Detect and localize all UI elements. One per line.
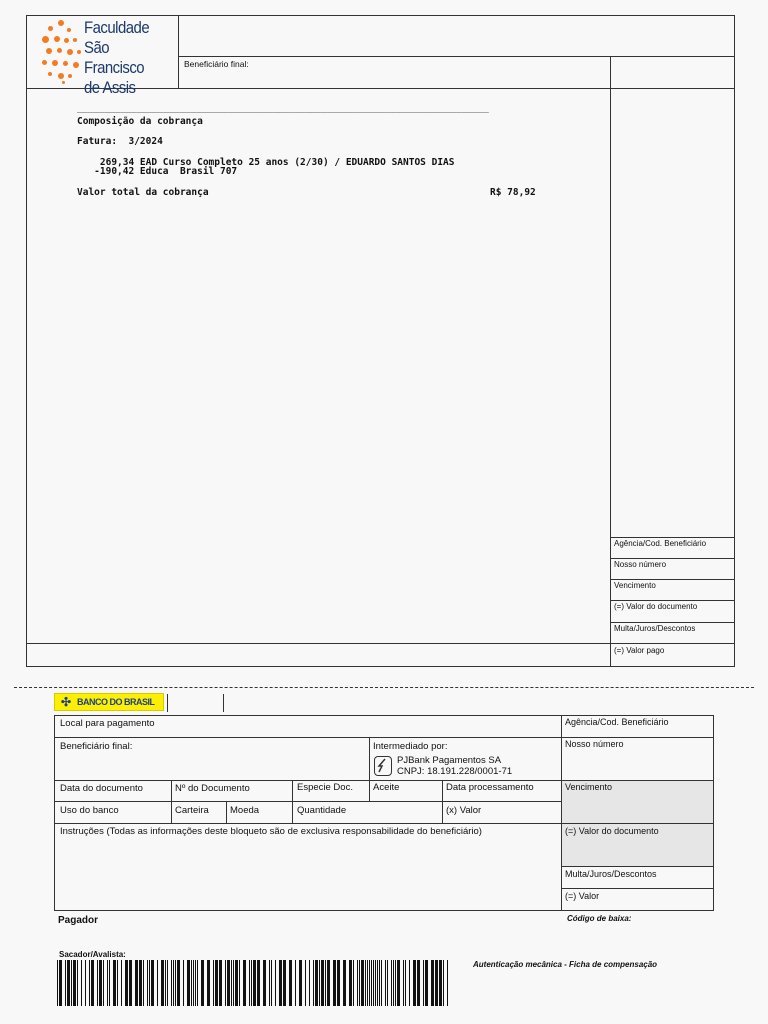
total-label: Valor total da cobrança: [77, 187, 209, 198]
barcode-bar: [431, 960, 434, 1006]
barcode-bar: [253, 960, 256, 1006]
barcode-bar: [371, 960, 372, 1006]
barcode-bar: [279, 960, 282, 1006]
vencimento-label: Vencimento: [565, 782, 613, 792]
aceite-label: Aceite: [373, 782, 400, 793]
barcode-bar: [443, 960, 444, 1006]
barcode-bar: [349, 960, 352, 1006]
cut-line: [14, 687, 754, 688]
barcode-bar: [97, 960, 98, 1006]
barcode-bar: [151, 960, 154, 1006]
barcode-bar: [269, 960, 270, 1006]
barcode-bar: [263, 960, 266, 1006]
barcode-bar: [125, 960, 128, 1006]
bank-code-divider-1: [167, 694, 168, 712]
barcode-bar: [225, 960, 226, 1006]
barcode-bar: [109, 960, 110, 1006]
side-nosso-numero: Nosso número: [614, 560, 667, 569]
barcode-bar: [447, 960, 448, 1006]
barcode-bar: [147, 960, 148, 1006]
side-valor-pago: (=) Valor pago: [614, 646, 665, 655]
barcode-bar: [423, 960, 424, 1006]
barcode-bar: [89, 960, 90, 1006]
barcode-bar: [173, 960, 174, 1006]
barcode-bar: [201, 960, 204, 1006]
barcode-bar: [359, 960, 360, 1006]
barcode-bar: [403, 960, 404, 1006]
barcode-bar: [315, 960, 318, 1006]
multa-label: Multa/Juros/Descontos: [565, 869, 657, 879]
barcode-bar: [207, 960, 210, 1006]
intermediario-nome: PJBank Pagamentos SA: [397, 755, 502, 766]
barcode-bar: [375, 960, 376, 1006]
beneficiario-final-label-slip: Beneficiário final:: [60, 741, 133, 752]
barcode-bar: [183, 960, 184, 1006]
logo-line-2: São Francisco: [84, 38, 145, 77]
barcode-bar: [393, 960, 394, 1006]
logo-line-3: de Assis: [84, 78, 136, 97]
barcode-bar: [321, 960, 324, 1006]
barcode-bar: [387, 960, 388, 1006]
barcode-bar: [227, 960, 230, 1006]
barcode-bar: [149, 960, 150, 1006]
barcode-bar: [395, 960, 396, 1006]
fatura-line: Fatura: 3/2024: [77, 136, 163, 147]
data-documento-label: Data do documento: [60, 783, 143, 794]
barcode-bar: [305, 960, 306, 1006]
beneficiario-final-label: Beneficiário final:: [184, 59, 249, 69]
intermediario-cnpj: CNPJ: 18.191.228/0001-71: [397, 766, 513, 777]
barcode-bar: [239, 960, 240, 1006]
carteira-label: Carteira: [175, 805, 209, 816]
barcode-bar: [417, 960, 420, 1006]
barcode-bar: [177, 960, 180, 1006]
barcode-bar: [91, 960, 94, 1006]
barcode-bar: [343, 960, 346, 1006]
barcode-bar: [369, 960, 370, 1006]
barcode-bar: [295, 960, 296, 1006]
side-multa: Multa/Juros/Descontos: [614, 624, 696, 633]
quantidade-label: Quantidade: [297, 805, 347, 816]
barcode-bar: [367, 960, 368, 1006]
barcode-bar: [413, 960, 416, 1006]
right-column-divider: [610, 56, 611, 667]
barcode-bar: [113, 960, 116, 1006]
barcode-bar: [271, 960, 272, 1006]
barcode-bar: [249, 960, 250, 1006]
codigo-baixa-label: Código de baixa:: [567, 914, 632, 923]
logo-text: [84, 18, 165, 98]
faculdade-logo: [40, 18, 176, 97]
barcode-bar: [231, 960, 232, 1006]
data-processamento-label: Data processamento: [446, 782, 534, 793]
barcode-bar: [167, 960, 168, 1006]
barcode-bar: [197, 960, 198, 1006]
barcode-bar: [377, 960, 378, 1006]
side-valor-documento: (=) Valor do documento: [614, 602, 698, 611]
barcode-bar: [71, 960, 72, 1006]
barcode-bar: [57, 960, 58, 1006]
barcode-bar: [385, 960, 386, 1006]
barcode-bar: [193, 960, 194, 1006]
barcode-bar: [309, 960, 310, 1006]
logo-line-1: Faculdade: [84, 18, 150, 37]
x-valor-label: (x) Valor: [446, 805, 482, 816]
barcode-bar: [337, 960, 340, 1006]
charge-item-2: -190,42 Educa Brasil 707: [77, 166, 238, 177]
barcode-bar: [391, 960, 392, 1006]
total-value: R$ 78,92: [490, 187, 536, 198]
barcode-bar: [379, 960, 380, 1006]
barcode-bar: [251, 960, 252, 1006]
barcode-bar: [171, 960, 172, 1006]
barcode-bar: [195, 960, 196, 1006]
barcode-bar: [81, 960, 82, 1006]
barcode-bar: [409, 960, 410, 1006]
barcode-bar: [327, 960, 330, 1006]
barcode-bar: [283, 960, 286, 1006]
uso-banco-label: Uso do banco: [60, 805, 119, 816]
autenticacao-label: Autenticação mecânica - Ficha de compensação: [473, 960, 658, 969]
barcode: [57, 960, 449, 1006]
sacador-label: Sacador/Avalista:: [59, 950, 126, 959]
barcode-bar: [191, 960, 192, 1006]
barcode-bar: [365, 960, 366, 1006]
valor-documento-label: (=) Valor do documento: [565, 826, 659, 836]
barcode-bar: [161, 960, 164, 1006]
logo-divider: [178, 15, 179, 89]
barcode-bar: [425, 960, 428, 1006]
barcode-bar: [165, 960, 166, 1006]
bank-symbol-icon: ✣: [61, 695, 72, 709]
agencia-label: Agência/Cod. Beneficiário: [565, 717, 669, 727]
barcode-bar: [333, 960, 336, 1006]
charge-item-1: 269,34 EAD Curso Completo 25 anos (2/30) / EDUARDO SANTOS DIAS: [77, 157, 455, 168]
barcode-bar: [121, 960, 122, 1006]
side-agencia: Agência/Cod. Beneficiário: [614, 539, 707, 548]
barcode-bar: [129, 960, 132, 1006]
barcode-bar: [381, 960, 382, 1006]
barcode-bar: [439, 960, 442, 1006]
composicao-title: Composição da cobrança: [77, 116, 203, 127]
barcode-bar: [289, 960, 292, 1006]
bank-code-divider-2: [223, 694, 224, 712]
footer-line: [26, 643, 735, 644]
local-pagamento-label: Local para pagamento: [60, 718, 155, 729]
barcode-bar: [435, 960, 438, 1006]
barcode-bar: [373, 960, 374, 1006]
barcode-bar: [353, 960, 354, 1006]
barcode-bar: [319, 960, 320, 1006]
barcode-bar: [103, 960, 104, 1006]
barcode-bar: [73, 960, 76, 1006]
barcode-bar: [135, 960, 138, 1006]
barcode-bar: [275, 960, 276, 1006]
barcode-bar: [59, 960, 62, 1006]
pagador-label: Pagador: [58, 915, 99, 926]
barcode-bar: [235, 960, 238, 1006]
nosso-numero-label: Nosso número: [565, 739, 624, 749]
barcode-bar: [313, 960, 314, 1006]
barcode-bar: [299, 960, 302, 1006]
barcode-bar: [139, 960, 142, 1006]
barcode-bar: [157, 960, 158, 1006]
composicao-rule: ____________________________________________________________________________: [77, 104, 489, 114]
barcode-bar: [219, 960, 222, 1006]
barcode-bar: [325, 960, 326, 1006]
barcode-bar: [213, 960, 214, 1006]
especie-doc-label: Especie Doc.: [297, 782, 353, 793]
barcode-bar: [405, 960, 406, 1006]
bank-logo: [54, 693, 164, 711]
pjbank-icon: [374, 756, 392, 776]
barcode-bar: [107, 960, 108, 1006]
barcode-bar: [99, 960, 102, 1006]
moeda-label: Moeda: [230, 805, 260, 816]
logo-dots-icon: [40, 18, 84, 86]
numero-documento-label: Nº do Documento: [175, 783, 250, 794]
bank-name: BANCO DO BRASIL: [77, 697, 155, 707]
barcode-bar: [65, 960, 66, 1006]
instrucoes-label: Instruções (Todas as informações deste bloqueto são de exclusiva responsabilidade do beneficiário): [60, 826, 482, 837]
barcode-bar: [175, 960, 176, 1006]
barcode-bar: [233, 960, 234, 1006]
barcode-bar: [397, 960, 400, 1006]
valor-label: (=) Valor: [565, 891, 600, 901]
barcode-bar: [117, 960, 118, 1006]
barcode-bar: [357, 960, 358, 1006]
header-h-line: [178, 56, 735, 57]
barcode-bar: [257, 960, 260, 1006]
barcode-bar: [243, 960, 246, 1006]
barcode-bar: [215, 960, 218, 1006]
barcode-bar: [143, 960, 144, 1006]
barcode-bar: [77, 960, 78, 1006]
barcode-bar: [67, 960, 70, 1006]
side-vencimento: Vencimento: [614, 581, 656, 590]
barcode-bar: [187, 960, 190, 1006]
intermediado-label: Intermediado por:: [373, 741, 448, 752]
barcode-bar: [85, 960, 86, 1006]
barcode-bar: [361, 960, 364, 1006]
